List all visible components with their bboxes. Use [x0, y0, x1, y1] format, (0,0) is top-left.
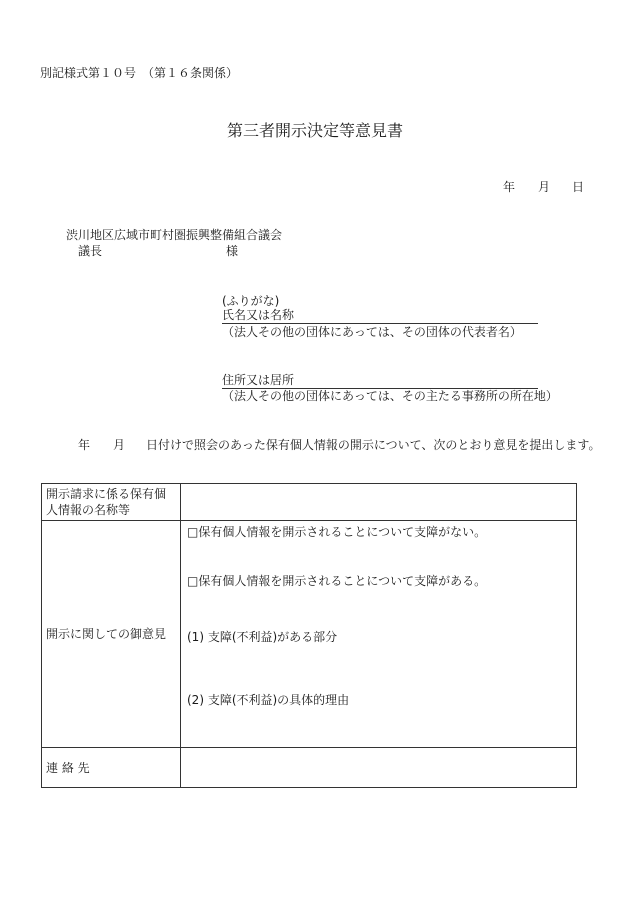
addressee-honorific: 様	[226, 244, 239, 258]
request-info-label: 開示請求に係る保有個人情報の名称等	[42, 484, 181, 521]
statement-text: 日付けで照会のあった保有個人情報の開示について、次のとおり意見を提出します。	[146, 438, 601, 452]
contact-label: 連 絡 先	[42, 748, 181, 788]
option-issue[interactable]: □保有個人情報を開示されることについて支障がある。	[187, 574, 487, 588]
table-row	[42, 484, 577, 521]
furigana-label: (ふりがな)	[222, 294, 280, 308]
contact-field[interactable]	[181, 748, 577, 788]
form-number: 別記様式第１０号 （第１６条関係）	[40, 66, 239, 80]
request-info-field[interactable]	[181, 484, 577, 521]
addressee-organization: 渋川地区広域市町村圏振興整備組合議会	[66, 228, 283, 242]
document-title: 第三者開示決定等意見書	[226, 121, 403, 140]
table-row	[42, 748, 577, 788]
addressee-position: 議長	[78, 244, 103, 258]
opinion-label: 開示に関しての御意見	[42, 521, 181, 748]
item-specific-reason: (2) 支障(不利益)の具体的理由	[187, 693, 350, 707]
opinion-table	[41, 483, 577, 788]
name-note: （法人その他の団体にあっては、その団体の代表者名）	[222, 325, 522, 339]
date-year: 年	[503, 180, 516, 194]
address-note: （法人その他の団体にあっては、その主たる事務所の所在地）	[222, 389, 558, 403]
item-affected-part: (1) 支障(不利益)がある部分	[187, 630, 338, 644]
date-day: 日	[572, 180, 585, 194]
statement-month: 月	[113, 438, 126, 452]
name-label: 氏名又は名称	[222, 308, 295, 322]
option-no-issue[interactable]: □保有個人情報を開示されることについて支障がない。	[187, 525, 487, 539]
address-label: 住所又は居所	[222, 373, 295, 387]
date-month: 月	[538, 180, 551, 194]
opinion-field[interactable]	[181, 521, 577, 748]
name-field[interactable]	[222, 306, 538, 324]
table-row	[42, 521, 577, 748]
statement-year: 年	[78, 438, 91, 452]
